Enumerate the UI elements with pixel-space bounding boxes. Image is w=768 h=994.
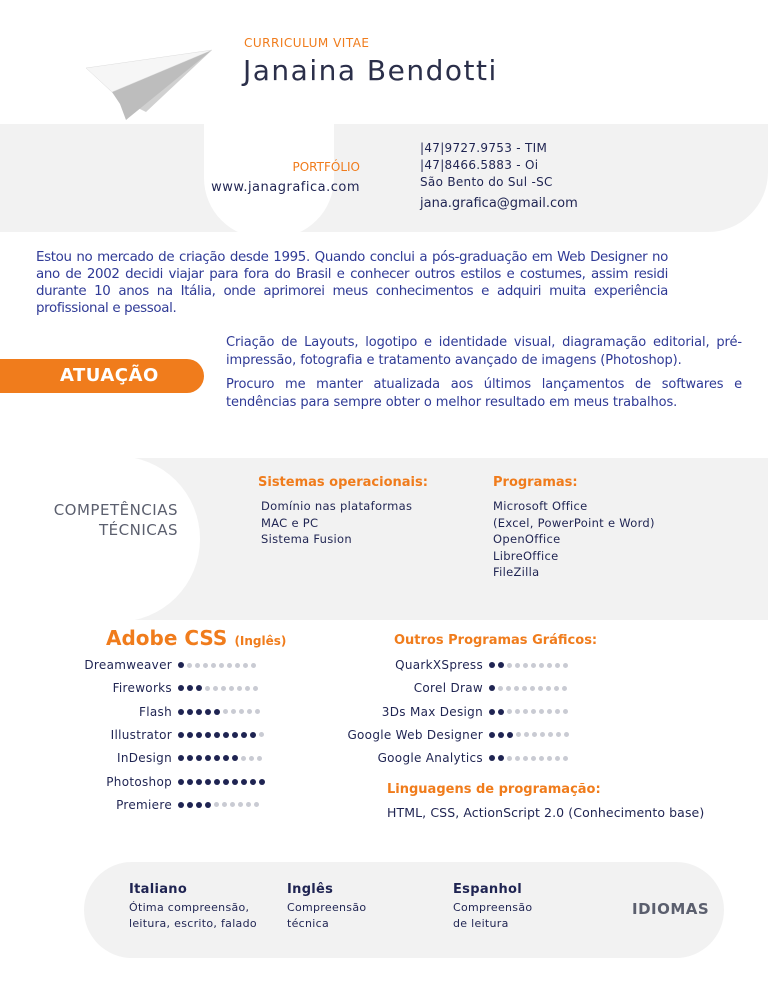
rating-dot-empty: [245, 686, 250, 691]
rating-dot-filled: [178, 802, 184, 808]
rating-dot-filled: [178, 709, 184, 715]
skill-rating: [178, 685, 258, 691]
skill-label: Google Analytics: [377, 751, 483, 766]
rating-dot-empty: [523, 663, 528, 668]
rating-dot-empty: [498, 686, 503, 691]
rating-dot-filled: [489, 662, 495, 668]
rating-dot-empty: [227, 663, 232, 668]
rating-dot-empty: [249, 756, 254, 761]
list-item: MAC e PC: [261, 515, 319, 530]
skill-label: 3Ds Max Design: [381, 704, 483, 719]
linguagens-title: Linguagens de programação:: [387, 782, 601, 797]
competencias-label: COMPETÊNCIAS TÉCNICAS: [53, 501, 178, 539]
rating-dot-filled: [241, 779, 247, 785]
rating-dot-empty: [539, 663, 544, 668]
rating-dot-filled: [498, 662, 504, 668]
list-item: (Excel, PowerPoint e Word): [493, 515, 655, 530]
rating-dot-filled: [223, 732, 229, 738]
so-list: [261, 498, 412, 548]
rating-dot-filled: [259, 779, 265, 785]
rating-dot-empty: [213, 686, 218, 691]
intro-text: Estou no mercado de criação desde 1995. Quando conclui a pós-graduação em Web Designer no ano de 2002 decidi viajar para fora do Brasil e conhecer outros estilos e costumes, assim residi durante 10 anos na Itália, onde aprimorei meus conhecimentos e adquiri muita experiência profissional e pessoal.: [36, 250, 668, 316]
rating-dot-filled: [232, 755, 238, 761]
ingles-name: Inglês: [287, 882, 334, 897]
skill-label: QuarkXSpress: [395, 658, 483, 672]
rating-dot-empty: [538, 686, 543, 691]
ingles-desc: Compreensão técnica: [287, 901, 367, 930]
skill-label: Fireworks: [112, 681, 172, 696]
rating-dot-empty: [241, 756, 246, 761]
atuacao-text-1: Criação de Layouts, logotipo e identidade visual, diagramação editorial, pré-impressão, fotografia e tratamento avançado de imagens (Photoshop).: [226, 335, 742, 368]
rating-dot-filled: [187, 755, 193, 761]
rating-dot-empty: [523, 709, 528, 714]
cv-subtitle: CURRICULUM VITAE: [244, 36, 370, 50]
rating-dot-empty: [530, 686, 535, 691]
rating-dot-filled: [214, 709, 220, 715]
rating-dot-filled: [205, 802, 211, 808]
rating-dot-filled: [196, 732, 202, 738]
rating-dot-empty: [231, 709, 236, 714]
rating-dot-filled: [214, 732, 220, 738]
rating-dot-filled: [489, 732, 495, 738]
skill-rating: [489, 709, 568, 715]
list-item: FileZilla: [493, 565, 540, 579]
rating-dot-empty: [253, 686, 258, 691]
rating-dot-filled: [489, 685, 495, 691]
rating-dot-filled: [196, 685, 202, 691]
rating-dot-filled: [205, 755, 211, 761]
espanhol-desc: Compreensão de leitura: [453, 901, 533, 930]
rating-dot-empty: [554, 686, 559, 691]
rating-dot-filled: [196, 709, 202, 715]
rating-dot-empty: [524, 732, 529, 737]
rating-dot-empty: [219, 663, 224, 668]
portfolio-label: PORTFÓLIO: [292, 160, 360, 174]
rating-dot-empty: [563, 663, 568, 668]
phone-tim: |47|9727.9753 - TIM: [420, 141, 548, 155]
rating-dot-empty: [539, 756, 544, 761]
rating-dot-filled: [178, 779, 184, 785]
rating-dot-empty: [237, 686, 242, 691]
rating-dot-empty: [531, 756, 536, 761]
rating-dot-filled: [489, 709, 495, 715]
rating-dot-empty: [515, 756, 520, 761]
rating-dot-filled: [205, 779, 211, 785]
rating-dot-empty: [563, 709, 568, 714]
rating-dot-empty: [564, 732, 569, 737]
idiomas-label: IDIOMAS: [632, 900, 710, 918]
rating-dot-empty: [254, 802, 259, 807]
rating-dot-filled: [223, 779, 229, 785]
paper-plane-icon: [84, 46, 216, 122]
rating-dot-filled: [178, 755, 184, 761]
rating-dot-filled: [178, 685, 184, 691]
rating-dot-empty: [546, 686, 551, 691]
rating-dot-empty: [259, 732, 264, 737]
rating-dot-empty: [222, 802, 227, 807]
rating-dot-empty: [229, 686, 234, 691]
rating-dot-filled: [250, 779, 256, 785]
list-item: Microsoft Office: [493, 499, 588, 513]
rating-dot-empty: [547, 756, 552, 761]
email-link[interactable]: jana.grafica@gmail.com: [420, 196, 578, 211]
rating-dot-empty: [255, 709, 260, 714]
rating-dot-empty: [235, 663, 240, 668]
rating-dot-filled: [498, 755, 504, 761]
rating-dot-empty: [539, 709, 544, 714]
rating-dot-filled: [178, 732, 184, 738]
rating-dot-empty: [203, 663, 208, 668]
rating-dot-empty: [531, 663, 536, 668]
list-item: Sistema Fusion: [261, 532, 352, 546]
skill-rating: [178, 755, 262, 761]
rating-dot-empty: [563, 756, 568, 761]
rating-dot-empty: [187, 663, 192, 668]
rating-dot-empty: [556, 732, 561, 737]
adobe-note: (Inglês): [234, 634, 287, 648]
rating-dot-filled: [223, 755, 229, 761]
skill-label: Flash: [139, 704, 172, 719]
rating-dot-empty: [547, 709, 552, 714]
rating-dot-filled: [187, 802, 193, 808]
rating-dot-empty: [223, 709, 228, 714]
rating-dot-filled: [489, 755, 495, 761]
skill-rating: [178, 709, 260, 715]
espanhol-name: Espanhol: [453, 882, 522, 897]
skill-rating: [489, 755, 568, 761]
rating-dot-empty: [211, 663, 216, 668]
rating-dot-empty: [531, 709, 536, 714]
skill-rating: [489, 662, 568, 668]
skill-label: Dreamweaver: [84, 658, 172, 672]
page-title: Janaina Bendotti: [243, 54, 498, 87]
italiano-desc: Ótima compreensão, leitura, escrito, falado: [129, 901, 257, 930]
list-item: OpenOffice: [493, 532, 561, 546]
rating-dot-empty: [221, 686, 226, 691]
rating-dot-filled: [214, 755, 220, 761]
rating-dot-empty: [247, 709, 252, 714]
rating-dot-filled: [187, 685, 193, 691]
rating-dot-empty: [515, 709, 520, 714]
skill-rating: [489, 732, 569, 738]
rating-dot-filled: [232, 779, 238, 785]
contact-info: [420, 140, 553, 191]
rating-dot-empty: [238, 802, 243, 807]
rating-dot-empty: [507, 663, 512, 668]
skill-rating: [178, 779, 265, 785]
phone-oi: |47|8466.5883 - Oi: [420, 158, 539, 172]
portfolio-link[interactable]: www.janagrafica.com: [211, 180, 360, 195]
rating-dot-empty: [214, 802, 219, 807]
rating-dot-empty: [195, 663, 200, 668]
rating-dot-empty: [562, 686, 567, 691]
rating-dot-filled: [196, 779, 202, 785]
rating-dot-filled: [241, 732, 247, 738]
skill-rating: [178, 802, 259, 808]
rating-dot-filled: [507, 732, 513, 738]
rating-dot-empty: [548, 732, 553, 737]
skill-label: Photoshop: [106, 774, 172, 789]
rating-dot-empty: [251, 663, 256, 668]
rating-dot-empty: [540, 732, 545, 737]
rating-dot-empty: [230, 802, 235, 807]
rating-dot-empty: [239, 709, 244, 714]
skill-label: InDesign: [117, 751, 172, 766]
rating-dot-empty: [532, 732, 537, 737]
rating-dot-empty: [555, 709, 560, 714]
rating-dot-filled: [250, 732, 256, 738]
rating-dot-filled: [187, 732, 193, 738]
contact-band-notch: [204, 120, 334, 238]
list-item: LibreOffice: [493, 548, 559, 563]
rating-dot-filled: [187, 709, 193, 715]
adobe-heading: [106, 626, 286, 650]
skill-rating: [178, 732, 264, 738]
adobe-title: Adobe CSS: [106, 626, 228, 650]
rating-dot-empty: [246, 802, 251, 807]
rating-dot-empty: [243, 663, 248, 668]
atuacao-text-2: Procuro me manter atualizada aos últimos lançamentos de softwares e tendências para sempre obter o melhor resultado em meus trabalhos.: [226, 377, 742, 410]
rating-dot-filled: [187, 779, 193, 785]
programas-title: Programas:: [493, 475, 578, 490]
rating-dot-filled: [214, 779, 220, 785]
rating-dot-filled: [196, 802, 202, 808]
rating-dot-empty: [506, 686, 511, 691]
rating-dot-empty: [522, 686, 527, 691]
location: São Bento do Sul -SC: [420, 175, 553, 189]
rating-dot-empty: [507, 756, 512, 761]
rating-dot-empty: [507, 709, 512, 714]
so-title: Sistemas operacionais:: [258, 475, 428, 490]
atuacao-label: ATUAÇÃO: [60, 365, 159, 386]
italiano-name: Italiano: [129, 882, 188, 897]
skill-label: Illustrator: [110, 727, 172, 742]
rating-dot-empty: [555, 663, 560, 668]
rating-dot-empty: [257, 756, 262, 761]
rating-dot-filled: [498, 709, 504, 715]
rating-dot-filled: [205, 709, 211, 715]
skill-label: Google Web Designer: [347, 727, 483, 742]
rating-dot-filled: [196, 755, 202, 761]
rating-dot-empty: [516, 732, 521, 737]
rating-dot-filled: [205, 732, 211, 738]
skill-label: Corel Draw: [413, 681, 483, 696]
rating-dot-empty: [515, 663, 520, 668]
rating-dot-empty: [523, 756, 528, 761]
rating-dot-empty: [514, 686, 519, 691]
programas-list: [493, 498, 655, 581]
contact-band: [0, 124, 768, 232]
skill-label: Premiere: [116, 797, 172, 812]
linguagens-text: HTML, CSS, ActionScript 2.0 (Conhecimento base): [387, 805, 705, 820]
skill-rating: [178, 662, 256, 668]
rating-dot-empty: [205, 686, 210, 691]
skill-rating: [489, 685, 567, 691]
rating-dot-empty: [547, 663, 552, 668]
list-item: Domínio nas plataformas: [261, 499, 413, 513]
rating-dot-empty: [555, 756, 560, 761]
rating-dot-filled: [232, 732, 238, 738]
rating-dot-filled: [178, 662, 184, 668]
rating-dot-filled: [498, 732, 504, 738]
outros-title: Outros Programas Gráficos:: [394, 633, 598, 648]
